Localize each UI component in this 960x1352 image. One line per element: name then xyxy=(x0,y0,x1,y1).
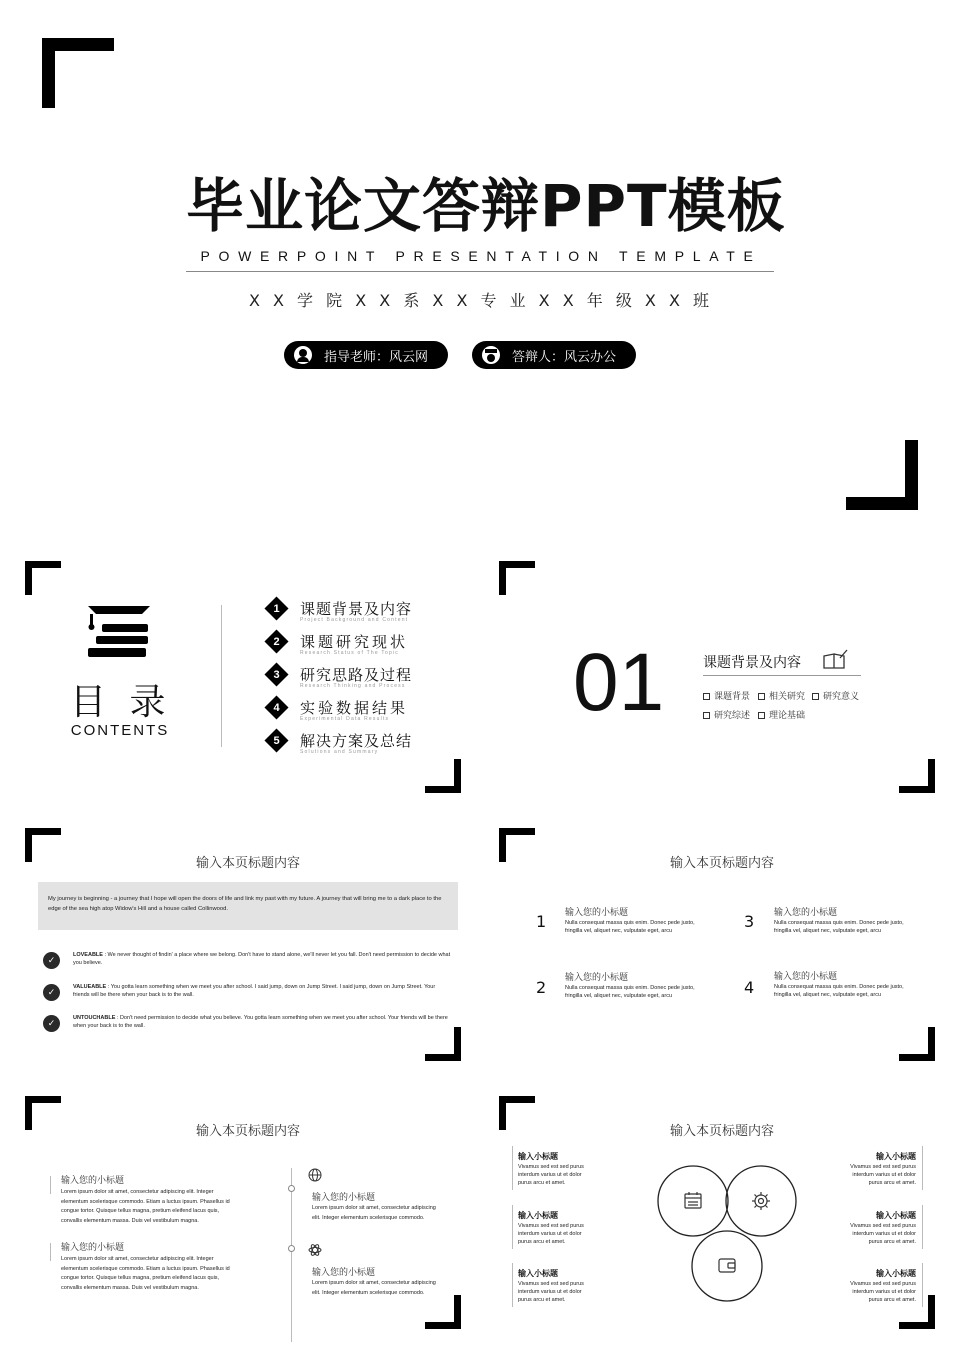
defender-text: 答辩人：风云办公 xyxy=(512,349,617,365)
toc-number: 4 xyxy=(273,701,280,714)
item-number: 4 xyxy=(744,978,755,997)
item-heading: 输入小标题 xyxy=(876,1269,916,1278)
toc-label-en: Research Thinking and Process xyxy=(300,683,406,689)
toc-label: 解决方案及总结 xyxy=(300,732,413,750)
timeline-dot xyxy=(288,1245,295,1252)
item-heading: 输入小标题 xyxy=(518,1269,558,1278)
school-line: X X 学 院 X X 系 X X 专 业 X X 年 级 X X 班 xyxy=(248,291,714,310)
accent-line xyxy=(922,1146,923,1190)
tag: 相关研究 xyxy=(769,691,806,701)
slide-title: 输入本页标题内容 xyxy=(195,1124,300,1139)
corner-bracket xyxy=(25,1096,32,1130)
item-heading: 输入小标题 xyxy=(518,1152,558,1161)
checklist-item xyxy=(73,1014,458,1030)
toc-label: 实验数据结果 xyxy=(300,699,409,717)
item-heading: 输入小标题 xyxy=(876,1211,916,1220)
slide-title: 输入本页标题内容 xyxy=(669,1124,774,1139)
accent-line xyxy=(922,1205,923,1249)
corner-bracket xyxy=(454,759,461,793)
item-heading: 输入您的小标题 xyxy=(774,971,838,981)
toc-label-en: Research Status of The Topic xyxy=(300,650,400,656)
toc-number: 5 xyxy=(273,734,280,747)
accent-line xyxy=(922,1263,923,1307)
corner-bracket xyxy=(25,561,32,595)
check-icon: ✓ xyxy=(43,984,60,1001)
checklist-item xyxy=(73,983,453,999)
toc-label: 课题背景及内容 xyxy=(300,600,413,618)
item-text: : Don't need permission to decide what you believe. You gotta learn something when we meet you after school. Your friends will be there when your back is to the wall. xyxy=(73,1015,448,1029)
check-icon: ✓ xyxy=(43,952,60,969)
item-body: Lorem ipsum dolor sit amet, consectetur adipiscing elit. Integer elementum scelerisque commodo. Etiam a luctus ipsum. Phasellus id congue tortor. Quisque tellus magna, pretium eleifend lacus quis, convallis elementum massa. Duis vel vestibulum magna. xyxy=(61,1189,230,1224)
quote-box xyxy=(38,882,458,930)
item-heading: 输入您的小标题 xyxy=(774,907,838,917)
cover-subtitle-en: POWERPOINT PRESENTATION TEMPLATE xyxy=(200,248,762,264)
item-body: Vivamus sed est sed purus interdum varius ut et dolor purus arcu et amet. xyxy=(850,1281,916,1303)
gear-icon xyxy=(752,1192,770,1210)
item-body: Lorem ipsum dolor sit amet, consectetur adipiscing elit. Integer elementum scelerisque commodo. Etiam a luctus ipsum. Phasellus id congue tortor. Quisque tellus magna, pretium eleifend lacus quis, convallis elementum massa. Duis vel vestibulum magna. xyxy=(61,1256,230,1291)
timeline-dot xyxy=(288,1185,295,1192)
corner-bracket xyxy=(25,828,32,862)
item-body: Vivamus sed est sed purus interdum varius ut et dolor purus arcu et amet. xyxy=(518,1164,584,1186)
section-number: 01 xyxy=(573,637,665,728)
corner-bracket xyxy=(499,828,506,862)
item-key: UNTOUCHABLE xyxy=(73,1015,116,1021)
corner-bracket xyxy=(928,1295,935,1329)
item-key: VALUEABLE xyxy=(73,984,107,990)
corner-bracket xyxy=(454,1295,461,1329)
corner-bracket-right xyxy=(905,440,918,510)
item-body: Nulla consequat massa quis enim. Donec pede justo, fringilla vel, aliquet nec, vulputate eget, arcu xyxy=(565,920,695,934)
item-body: Lorem ipsum dolor sit amet, consectetur adipiscing elit. Integer elementum scelerisque commodo. xyxy=(312,1280,436,1296)
defender-pill xyxy=(472,341,636,369)
toc-number: 3 xyxy=(273,668,280,681)
item-text: : We never thought of findin' a place where we belong. Don't have to stand alone, we'll never let you fall. Don't need permission to decide what you believe. xyxy=(73,952,451,966)
advisor-pill xyxy=(284,341,448,369)
corner-bracket xyxy=(454,1027,461,1061)
books-graduation-icon xyxy=(84,600,154,660)
corner-bracket-left xyxy=(42,38,55,108)
checklist-item xyxy=(73,951,453,967)
item-number: 2 xyxy=(536,978,547,997)
tag: 研究综述 xyxy=(714,710,751,720)
item-body: Nulla consequat massa quis enim. Donec pede justo, fringilla vel, aliquet nec, vulputate eget, arcu xyxy=(565,985,695,999)
circle xyxy=(692,1231,762,1301)
timeline-axis xyxy=(291,1168,292,1342)
item-key: LOVEABLE xyxy=(73,952,103,958)
tag: 理论基础 xyxy=(769,710,806,720)
toc-number: 1 xyxy=(273,602,280,615)
item-body: Nulla consequat massa quis enim. Donec pede justo, fringilla vel, aliquet nec, vulputate eget, arcu xyxy=(774,984,904,998)
toc-number: 2 xyxy=(273,635,280,648)
item-heading: 输入您的小标题 xyxy=(565,972,629,982)
item-number: 3 xyxy=(744,912,755,931)
contents-heading: 目 录 xyxy=(70,682,172,723)
wallet-icon xyxy=(719,1259,735,1272)
accent-line xyxy=(512,1263,513,1307)
cover-title: 毕业论文答辩PPT模板 xyxy=(186,172,786,240)
toc-label: 课题研究现状 xyxy=(300,633,409,651)
corner-bracket xyxy=(928,759,935,793)
circle xyxy=(726,1166,796,1236)
item-heading: 输入您的小标题 xyxy=(61,1175,125,1185)
item-heading: 输入小标题 xyxy=(518,1211,558,1220)
divider xyxy=(703,675,861,676)
item-heading: 输入您的小标题 xyxy=(565,907,629,917)
tag: 研究意义 xyxy=(823,691,860,701)
circle xyxy=(658,1166,728,1236)
globe-icon xyxy=(308,1168,322,1182)
contents-heading-en: CONTENTS xyxy=(70,722,170,739)
slide-title: 输入本页标题内容 xyxy=(669,856,774,871)
accent-line xyxy=(50,1176,51,1194)
corner-bracket xyxy=(499,561,506,595)
accent-line xyxy=(512,1146,513,1190)
accent-line xyxy=(512,1205,513,1249)
graduate-icon xyxy=(482,346,500,364)
item-body: Vivamus sed est sed purus interdum varius ut et dolor purus arcu et amet. xyxy=(850,1223,916,1245)
person-icon xyxy=(294,346,312,364)
atom-icon xyxy=(308,1243,322,1257)
toc-label-en: Solutions and Summary xyxy=(300,749,379,755)
item-heading: 输入您的小标题 xyxy=(312,1192,376,1202)
book-pen-icon xyxy=(822,648,848,670)
quote-text: My journey is beginning - a journey that I hope will open the doors of life and link my past with my future. A journey that will bring me to a dark place to the edge of the sea high atop Widow's Hill and a house called Collinwood. xyxy=(48,896,442,912)
item-body: Vivamus sed est sed purus interdum varius ut et dolor purus arcu et amet. xyxy=(518,1281,584,1303)
toc-label: 研究思路及过程 xyxy=(300,666,413,684)
item-body: Vivamus sed est sed purus interdum varius ut et dolor purus arcu et amet. xyxy=(850,1164,916,1186)
item-body: Nulla consequat massa quis enim. Donec pede justo, fringilla vel, aliquet nec, vulputate eget, arcu xyxy=(774,920,904,934)
tag: 课题背景 xyxy=(714,691,751,701)
item-heading: 输入您的小标题 xyxy=(312,1267,376,1277)
item-body: Vivamus sed est sed purus interdum varius ut et dolor purus arcu et amet. xyxy=(518,1223,584,1245)
accent-line xyxy=(50,1243,51,1261)
toc-label-en: Project Background and Content xyxy=(300,617,409,623)
corner-bracket xyxy=(499,1096,506,1130)
item-heading: 输入您的小标题 xyxy=(61,1242,125,1252)
corner-bracket xyxy=(928,1027,935,1061)
section-title: 课题背景及内容 xyxy=(703,655,801,671)
divider xyxy=(221,605,222,747)
item-text: : You gotta learn something when we meet you after school. I said jump, down on Jump Street. I said jump, down on Jump Street. Your friends will be there when your back is to the wall. xyxy=(73,984,436,998)
item-number: 1 xyxy=(536,912,547,931)
three-circles-diagram xyxy=(650,1160,810,1310)
item-body: Lorem ipsum dolor sit amet, consectetur adipiscing elit. Integer elementum scelerisque commodo. xyxy=(312,1205,436,1221)
calendar-icon xyxy=(685,1192,701,1208)
advisor-text: 指导老师：风云网 xyxy=(324,349,429,365)
toc-label-en: Experimental Data Results xyxy=(300,716,390,722)
item-heading: 输入小标题 xyxy=(876,1152,916,1161)
divider xyxy=(186,271,774,272)
slide-title: 输入本页标题内容 xyxy=(195,856,300,871)
check-icon: ✓ xyxy=(43,1015,60,1032)
